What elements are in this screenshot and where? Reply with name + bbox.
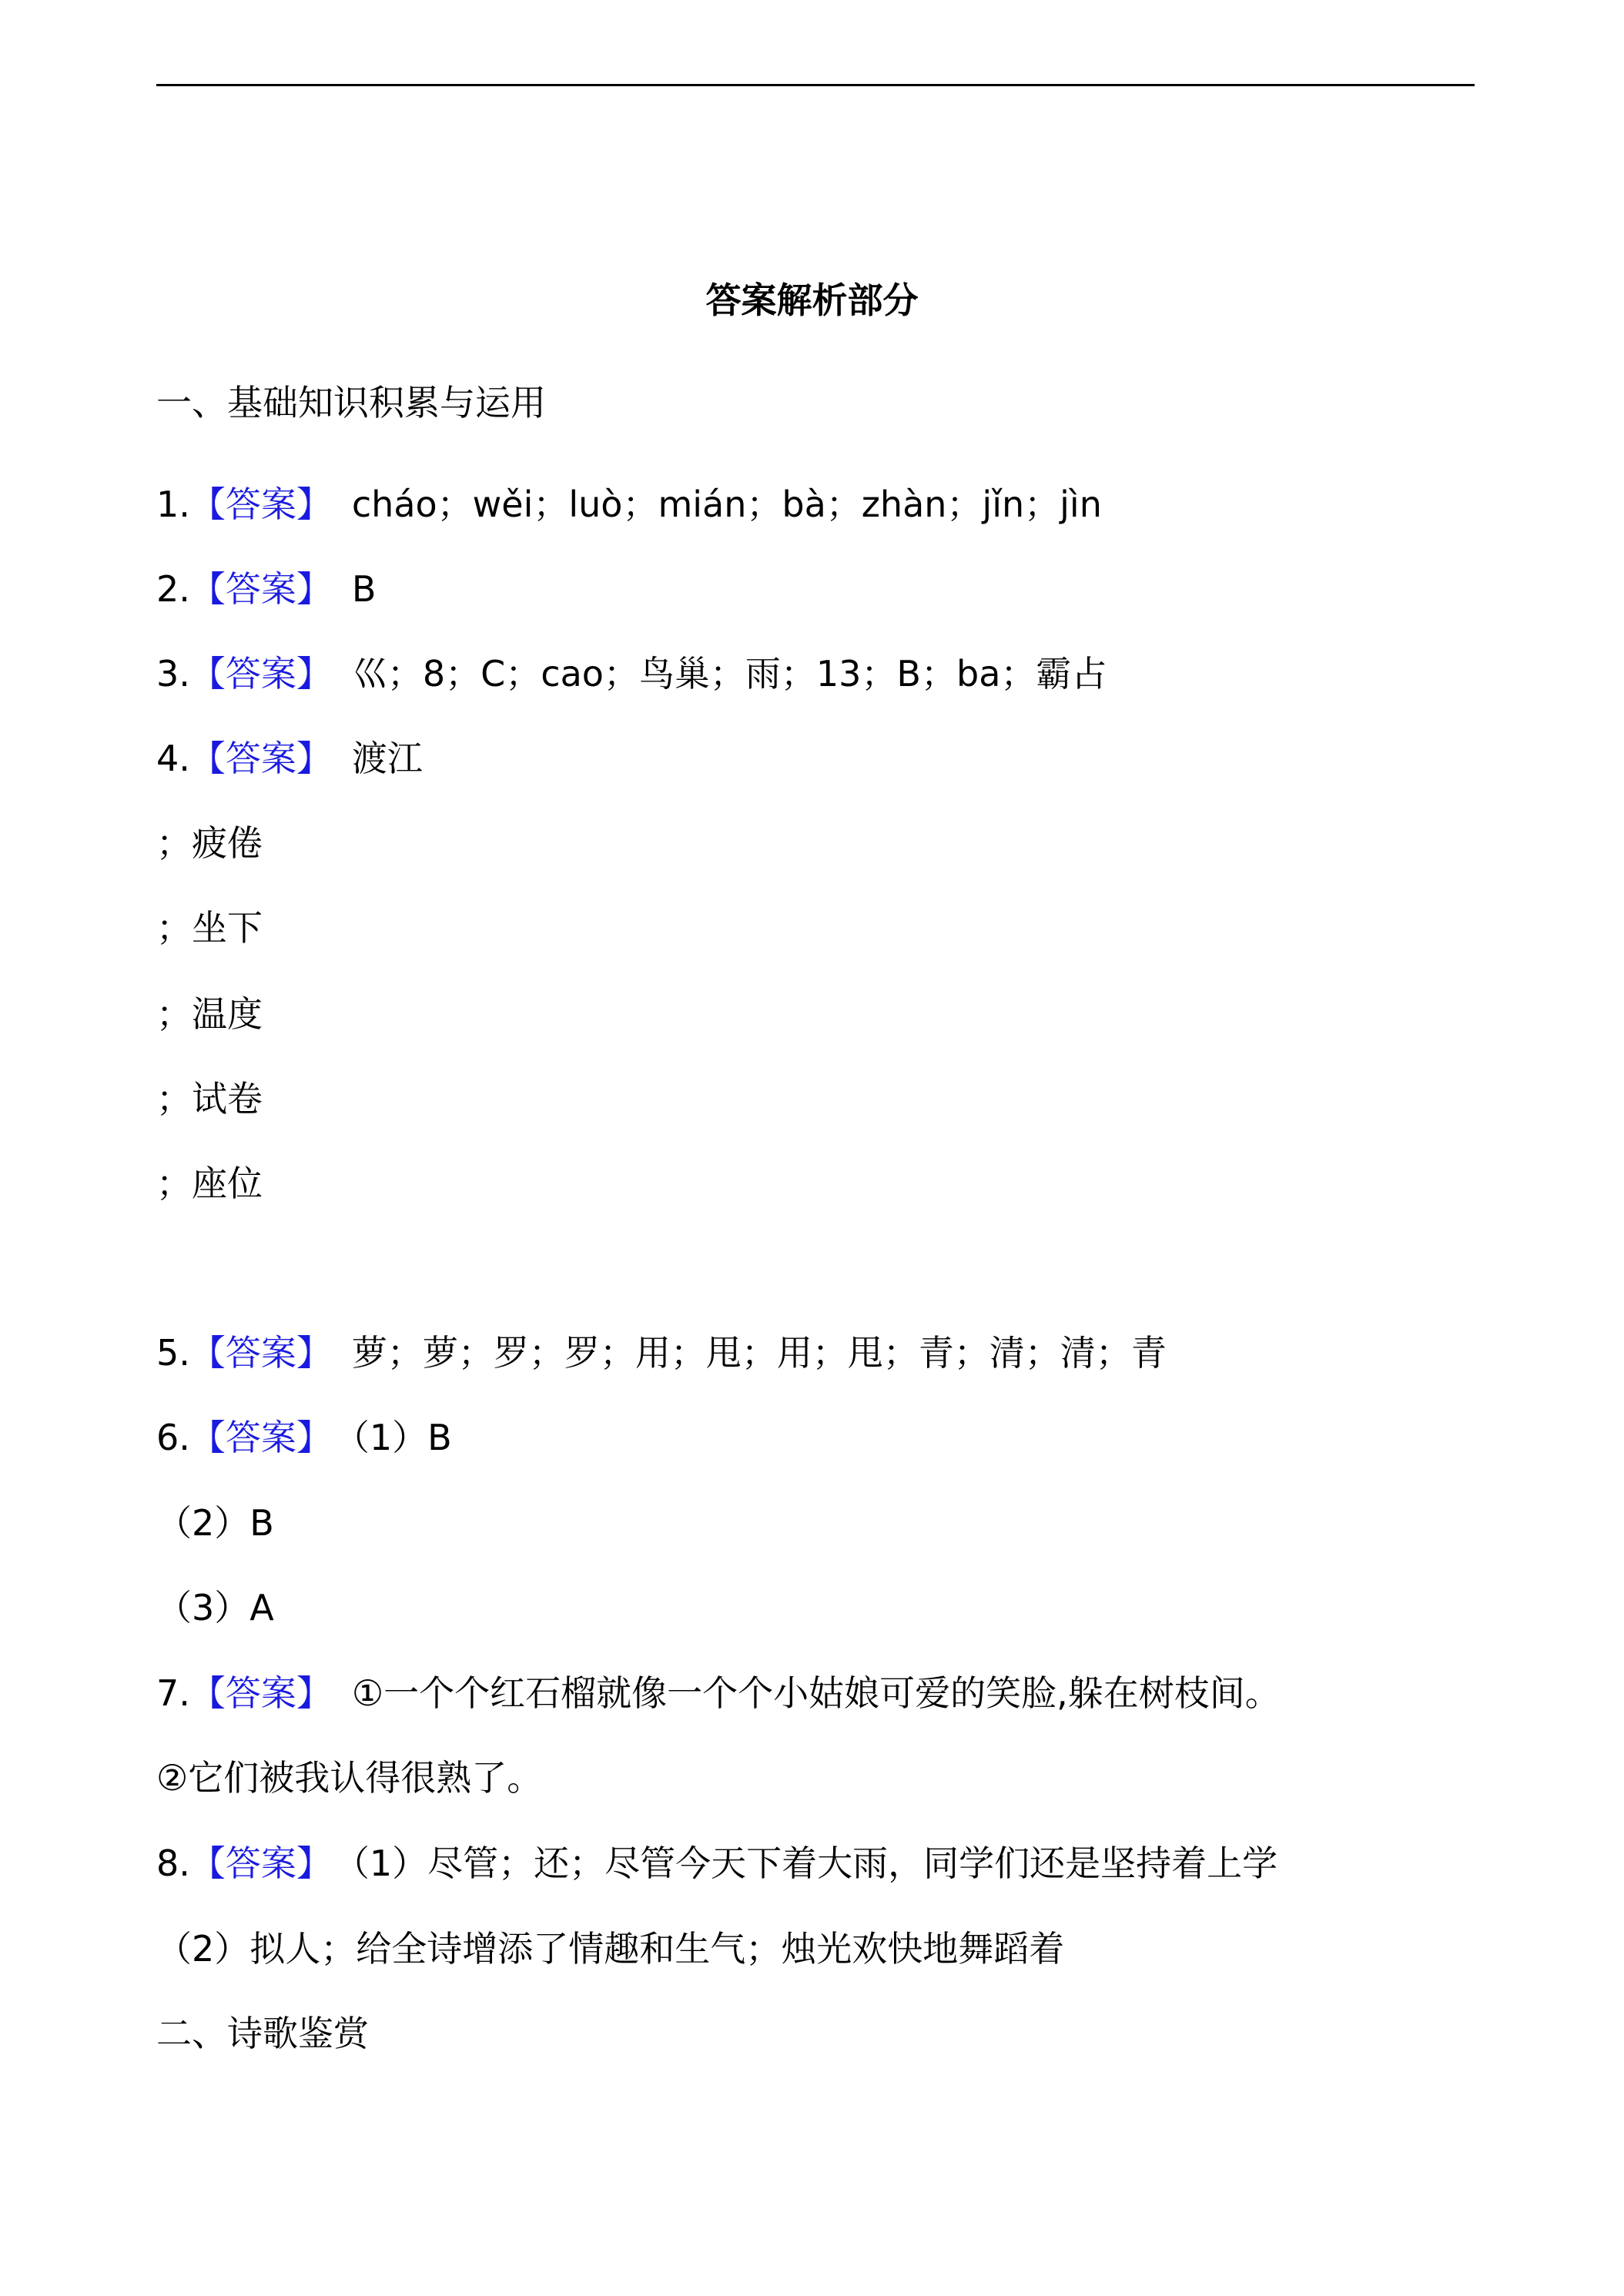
- answer-text: 巛；8；C；cao；鸟巢；雨；13；B；ba；霸占: [351, 653, 1107, 694]
- answer-tag: 【答案】: [189, 738, 332, 779]
- answer-tag: 【答案】: [189, 653, 332, 694]
- answer-continuation: ②它们被我认得很熟了。: [156, 1757, 543, 1799]
- answer-text: （1）B: [351, 1417, 452, 1458]
- answer-text: ①一个个红石榴就像一个个小姑娘可爱的笑脸,躲在树枝间。: [351, 1672, 1281, 1714]
- answer-tag: 【答案】: [189, 568, 332, 610]
- question-number: 1.: [156, 484, 190, 525]
- answer-line-8: [156, 1836, 1277, 1890]
- answer-tag: 【答案】: [189, 1842, 332, 1884]
- answer-text: cháo；wěi；luò；mián；bà；zhàn；jǐn；jìn: [351, 484, 1102, 525]
- answer-line-2: [156, 562, 376, 616]
- page-title: 答案解析部分: [705, 279, 919, 321]
- answer-line-7: [156, 1666, 1281, 1720]
- answer-text: （1）尽管；还；尽管今天下着大雨，同学们还是坚持着上学: [351, 1842, 1278, 1884]
- answer-continuation: ；座位: [156, 1163, 263, 1204]
- answer-line-5: [156, 1326, 1167, 1380]
- section-heading-2: 二、诗歌鉴赏: [156, 2013, 369, 2054]
- answer-continuation: （3）A: [156, 1587, 274, 1628]
- question-number: 2.: [156, 568, 190, 610]
- answer-tag: 【答案】: [189, 484, 332, 525]
- question-number: 5.: [156, 1332, 190, 1374]
- answer-continuation: ；疲倦: [156, 822, 263, 864]
- answer-text: B: [351, 568, 377, 610]
- answer-tag: 【答案】: [189, 1417, 332, 1458]
- header-rule: [156, 84, 1475, 86]
- question-number: 3.: [156, 653, 190, 694]
- answer-line-6: [156, 1411, 452, 1464]
- answer-line-1: [156, 477, 1102, 531]
- answer-continuation: ；坐下: [156, 907, 263, 949]
- answer-tag: 【答案】: [189, 1672, 332, 1714]
- answer-text: 渡江: [351, 738, 423, 779]
- answer-text: 萝；萝；罗；罗；用；甩；用；甩；青；清；清；青: [351, 1332, 1167, 1374]
- answer-continuation: ；温度: [156, 993, 263, 1035]
- section-heading-1: 一、基础知识积累与运用: [156, 382, 546, 423]
- answer-line-4: [156, 731, 423, 785]
- question-number: 4.: [156, 738, 190, 779]
- question-number: 7.: [156, 1672, 190, 1714]
- answer-continuation: ；试卷: [156, 1078, 263, 1120]
- question-number: 8.: [156, 1842, 190, 1884]
- question-number: 6.: [156, 1417, 190, 1458]
- answer-tag: 【答案】: [189, 1332, 332, 1374]
- answer-line-3: [156, 647, 1107, 701]
- answer-continuation: （2）B: [156, 1502, 274, 1544]
- answer-continuation: （2）拟人；给全诗增添了情趣和生气；烛光欢快地舞蹈着: [156, 1928, 1065, 1970]
